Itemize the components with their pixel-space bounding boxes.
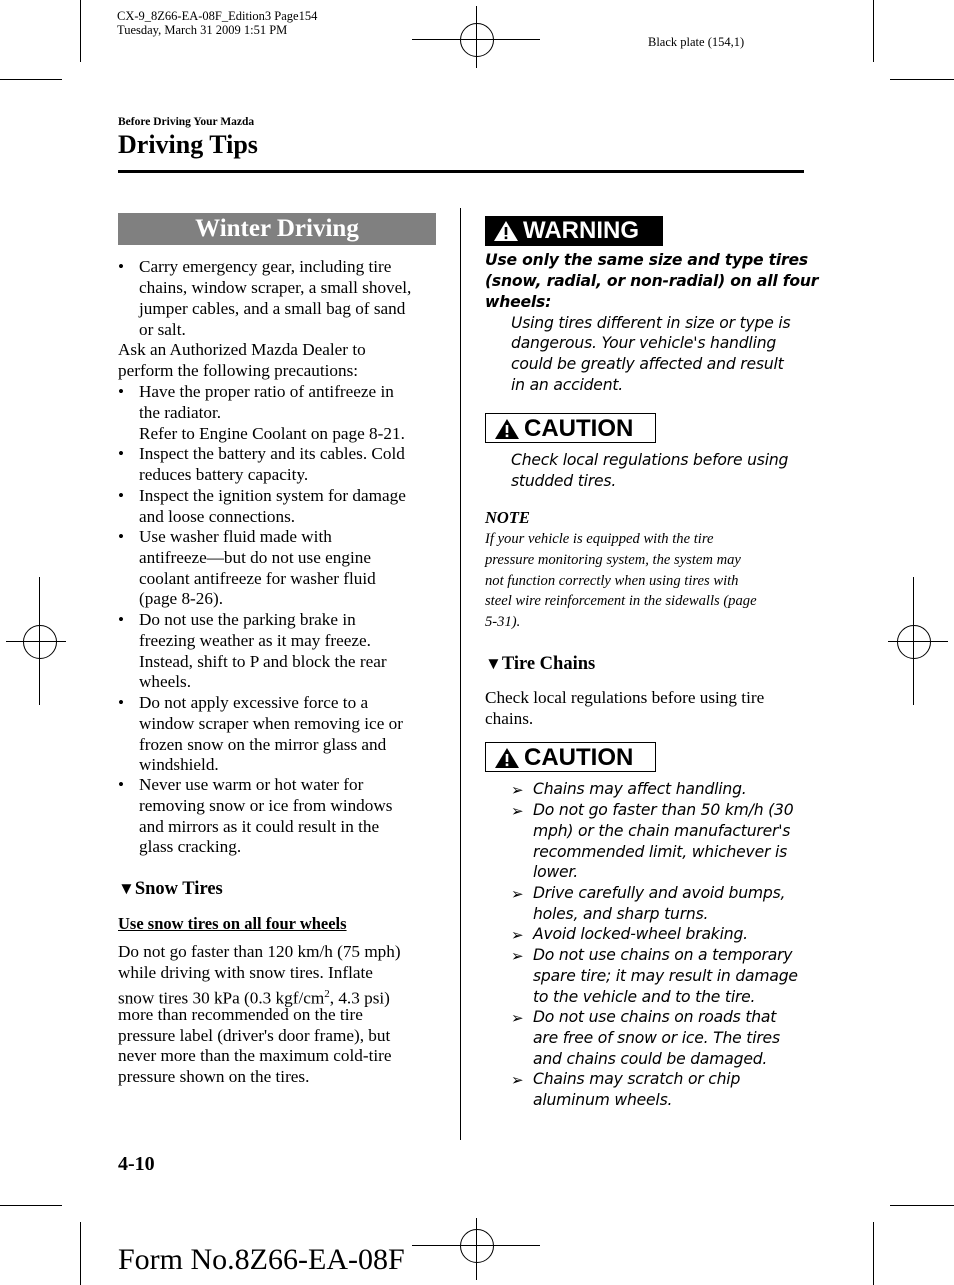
note-line: If your vehicle is equipped with the tire (485, 531, 714, 547)
warning-bold-line: Use only the same size and type tires (485, 251, 808, 269)
precaution-line: Inspect the ignition system for damage (139, 486, 406, 505)
chain-caution-line: mph) or the chain manufacturer's (533, 821, 791, 840)
snow-text-line: pressure label (driver's door frame), but (118, 1026, 391, 1045)
caution-label: CAUTION (524, 415, 634, 442)
arrow-bullet-icon: ➢ (511, 1009, 524, 1027)
warning-label: WARNING (523, 217, 639, 244)
bullet-icon: • (118, 486, 125, 505)
snow-text-line: more than recommended on the tire (118, 1005, 363, 1024)
snow-text-line: pressure shown on the tires. (118, 1067, 310, 1086)
precaution-line: Refer to Engine Coolant on page 8-21. (139, 423, 405, 443)
precaution-line: (page 8-26). (139, 589, 223, 609)
chain-caution-line: Do not go faster than 50 km/h (30 (533, 801, 794, 819)
caution-body-line: studded tires. (511, 472, 617, 490)
chain-caution-line: spare tire; it may result in damage (533, 966, 798, 985)
chain-caution-line: Drive carefully and avoid bumps, (533, 884, 786, 902)
bullet-line: or salt. (139, 320, 186, 339)
warning-body-line: dangerous. Your vehicle's handling (511, 334, 777, 352)
page-title: Driving Tips (118, 130, 258, 159)
precaution-line: Use washer fluid made with (139, 527, 332, 546)
precaution-line: antifreeze―but do not use engine (139, 547, 371, 567)
heading-rule (118, 170, 804, 173)
precaution-line: Inspect the battery and its cables. Cold (139, 444, 405, 463)
chain-caution-line: Do not use chains on a temporary (533, 946, 793, 964)
chain-caution-line: are free of snow or ice. The tires (533, 1028, 780, 1047)
arrow-bullet-icon: ➢ (511, 926, 524, 944)
print-date-line: Tuesday, March 31 2009 1:51 PM (117, 23, 288, 37)
note-line: not function correctly when using tires with (485, 573, 739, 589)
precaution-line: Do not apply excessive force to a (139, 693, 369, 712)
arrow-bullet-icon: ➢ (511, 1071, 524, 1089)
section-label: Before Driving Your Mazda (118, 116, 255, 128)
chain-caution-line: lower. (533, 863, 578, 882)
precaution-line: frozen snow on the mirror glass and (139, 734, 387, 754)
snow-text-line: while driving with snow tires. Inflate (118, 963, 373, 982)
arrow-bullet-icon: ➢ (511, 885, 524, 903)
arrow-bullet-icon: ➢ (511, 781, 524, 799)
chain-caution-line: Chains may scratch or chip (533, 1070, 741, 1088)
warning-body-line: could be greatly affected and result (511, 355, 784, 373)
precaution-line: the radiator. (139, 402, 222, 422)
warning-bold-line: wheels: (485, 293, 552, 311)
chain-caution-line: to the vehicle and to the tire. (533, 987, 756, 1006)
bullet-icon: • (118, 527, 125, 546)
precaution-line: Instead, shift to P and block the rear (139, 651, 387, 671)
precaution-line: freezing weather as it may freeze. (139, 630, 371, 650)
note-line: pressure monitoring system, the system may (485, 552, 741, 568)
tire-chains-heading: ▼Tire Chains (485, 654, 596, 674)
precaution-line: Have the proper ratio of antifreeze in (139, 382, 394, 401)
precaution-line: coolant antifreeze for washer fluid (139, 568, 376, 588)
page-number: 4-10 (118, 1153, 155, 1175)
warning-badge (485, 216, 663, 246)
note-line: steel wire reinforcement in the sidewalls (page (485, 593, 757, 609)
precaution-line: removing snow or ice from windows (139, 795, 393, 815)
column-divider (460, 208, 461, 1140)
bullet-icon: • (118, 382, 125, 401)
bullet-icon: • (118, 693, 125, 712)
caution-body-line: Check local regulations before using (511, 451, 789, 469)
precaution-line: and loose connections. (139, 506, 296, 526)
chain-caution-line: Do not use chains on roads that (533, 1008, 777, 1026)
chains-text-line: chains. (485, 709, 534, 728)
precaution-line: window scraper when removing ice or (139, 713, 403, 733)
triangle-down-icon: ▼ (118, 879, 135, 898)
caution-label: CAUTION (524, 744, 634, 771)
winter-driving-banner: Winter Driving (118, 213, 436, 245)
chain-caution-line: Chains may affect handling. (533, 780, 747, 798)
precaution-line: and mirrors as it could result in the (139, 816, 380, 836)
snow-text-line: Do not go faster than 120 km/h (75 mph) (118, 942, 401, 961)
chain-caution-line: aluminum wheels. (533, 1090, 673, 1109)
note-label: NOTE (485, 508, 530, 527)
bullet-icon: • (118, 775, 125, 794)
snow-text-line: snow tires 30 kPa (0.3 kgf/$cm^2$, 4.3 psi) (118, 988, 390, 1008)
form-number: Form No.8Z66-EA-08F (118, 1243, 405, 1276)
caution-badge (485, 413, 656, 443)
caution-badge (485, 742, 656, 772)
arrow-bullet-icon: ➢ (511, 947, 524, 965)
caution-triangle-icon (494, 418, 520, 440)
arrow-bullet-icon: ➢ (511, 802, 524, 820)
warning-body-line: Using tires different in size or type is (511, 314, 791, 332)
warning-bold-line: (snow, radial, or non-radial) on all four (485, 272, 819, 290)
warning-body-line: in an accident. (511, 376, 624, 394)
caution-triangle-icon (494, 747, 520, 769)
snow-tires-heading: ▼Snow Tires (118, 879, 223, 899)
snow-subheading: Use snow tires on all four wheels (118, 914, 347, 933)
triangle-down-icon: ▼ (485, 654, 502, 673)
dealer-intro-line: perform the following precautions: (118, 361, 359, 380)
precaution-line: windshield. (139, 755, 219, 775)
chain-caution-line: and chains could be damaged. (533, 1049, 768, 1068)
precaution-line: reduces battery capacity. (139, 464, 309, 484)
chain-caution-line: Avoid locked-wheel braking. (533, 925, 748, 943)
bullet-line: Carry emergency gear, including tire (139, 257, 392, 276)
precaution-line: Do not use the parking brake in (139, 610, 356, 629)
precaution-line: wheels. (139, 672, 192, 692)
chains-text-line: Check local regulations before using tire (485, 688, 765, 707)
chain-caution-line: holes, and sharp turns. (533, 904, 709, 923)
bullet-line: jumper cables, and a small bag of sand (139, 299, 406, 318)
warning-triangle-icon (493, 220, 519, 242)
precaution-line: glass cracking. (139, 837, 242, 857)
print-file-line: CX-9_8Z66-EA-08F_Edition3 Page154 (117, 9, 318, 23)
bullet-line: chains, window scraper, a small shovel, (139, 278, 412, 297)
bullet-icon: • (118, 444, 125, 463)
dealer-intro-line: Ask an Authorized Mazda Dealer to (118, 340, 366, 359)
chain-caution-line: recommended limit, whichever is (533, 842, 788, 861)
bullet-icon: • (118, 610, 125, 629)
snow-text-line: never more than the maximum cold-tire (118, 1046, 392, 1065)
precaution-line: Never use warm or hot water for (139, 775, 364, 794)
note-line: 5-31). (485, 614, 521, 630)
print-plate: Black plate (154,1) (648, 35, 745, 49)
